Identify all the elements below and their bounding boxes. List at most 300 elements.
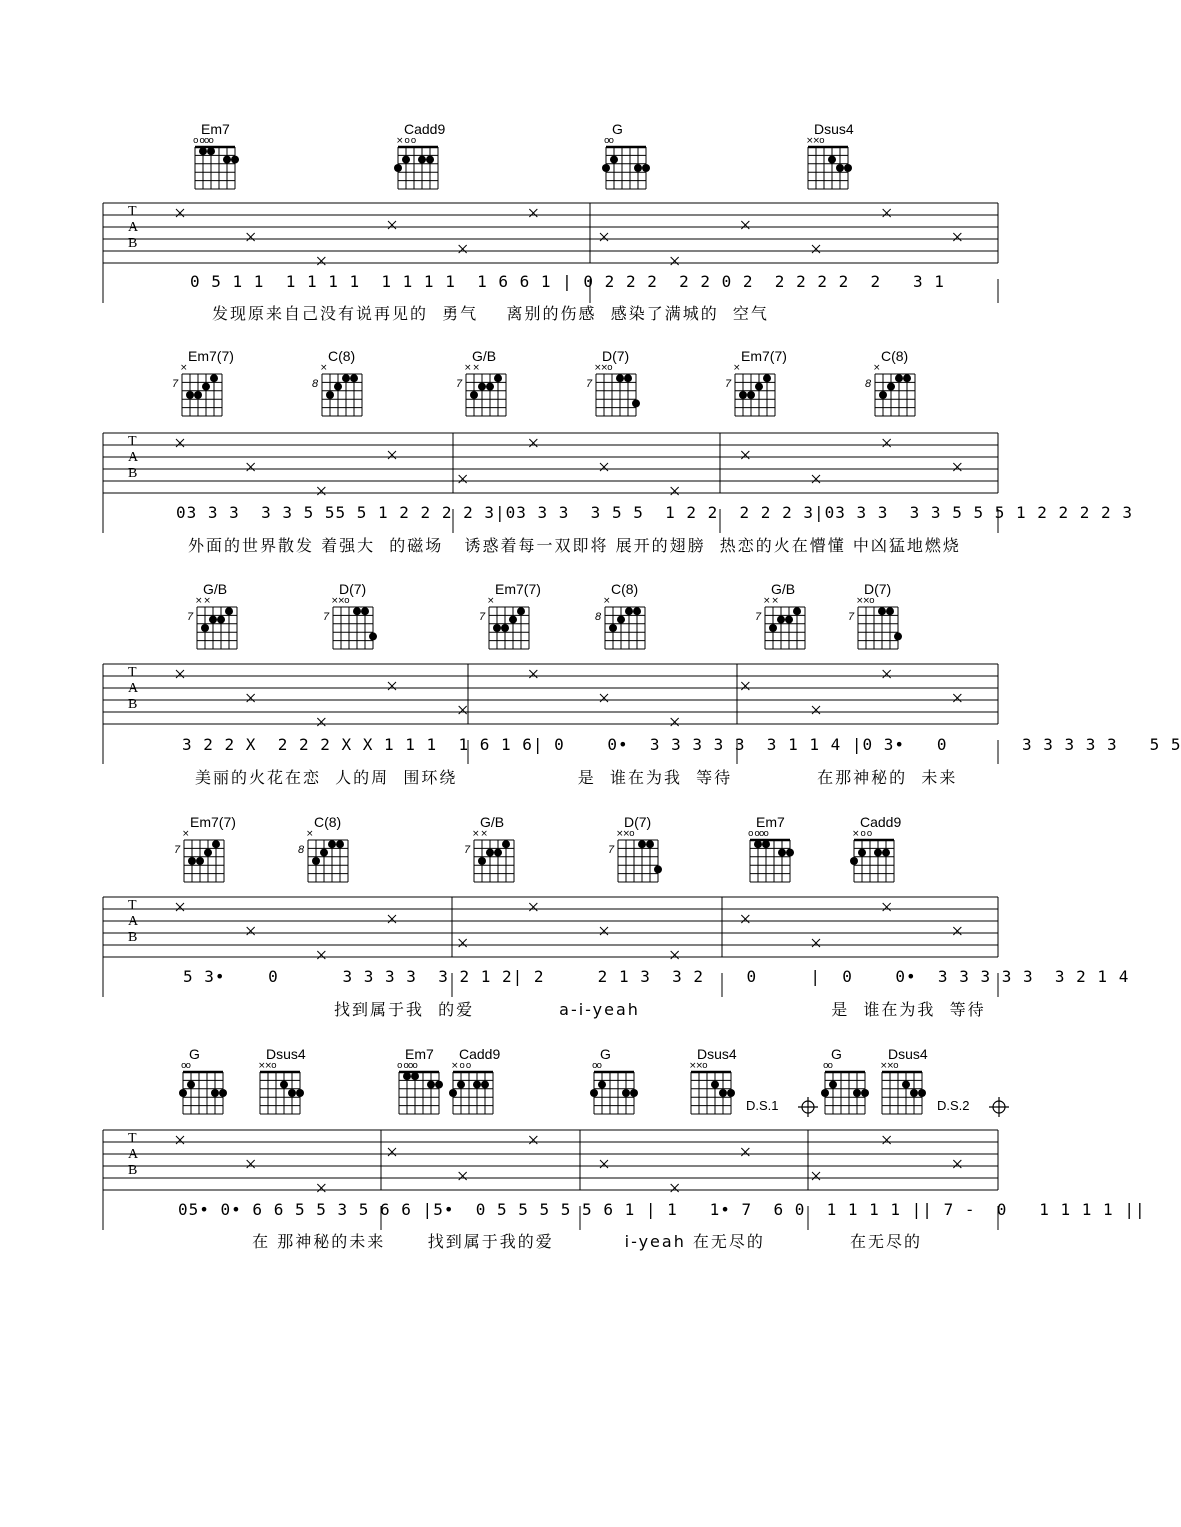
open-string-marks: × <box>487 596 494 606</box>
fret-number: 8 <box>298 844 305 856</box>
finger-dot <box>762 840 770 848</box>
finger-dot <box>296 1089 304 1097</box>
finger-dot <box>494 849 502 857</box>
finger-dot <box>874 849 882 857</box>
numbered-notation: 5 3• 0 3 3 3 3 3 2 1 2| 2 2 1 3 3 2 0 | 0 0• 3 3 3 3 3 3 2 1 4 <box>183 967 1130 986</box>
finger-dot <box>918 1089 926 1097</box>
tab-note-mark <box>529 439 537 447</box>
finger-dot <box>829 1081 837 1089</box>
finger-dot <box>502 840 510 848</box>
fret-number: 7 <box>479 611 486 623</box>
chord-name: C(8) <box>611 581 639 597</box>
open-string-marks: × × <box>763 596 778 606</box>
tab-clef-letter: A <box>128 450 139 465</box>
fret-number: 8 <box>865 378 872 390</box>
tab-note-mark <box>741 221 749 229</box>
tab-note-mark <box>671 487 679 495</box>
finger-dot <box>353 607 361 615</box>
chord-name: G/B <box>203 581 228 597</box>
tab-note-mark <box>953 694 961 702</box>
tab-clef-letter: T <box>128 898 137 913</box>
open-string-marks: × <box>603 596 610 606</box>
numbered-notation: 3 2 2 X 2 2 2 X X 1 1 1 1 6 1 6| 0 0• 3 3 3 3 3 3 1 1 4 |0 3• 0 3 3 3 3 3 5 5 <box>182 735 1181 754</box>
finger-dot <box>642 164 650 172</box>
open-string-marks: oo <box>181 1061 191 1071</box>
open-string-marks: × × <box>472 829 487 839</box>
chord-name: Dsus4 <box>266 1046 306 1062</box>
coda-icon <box>989 1097 1009 1117</box>
chord-name: Cadd9 <box>459 1046 501 1062</box>
finger-dot <box>403 1072 411 1080</box>
chord-grid <box>399 1072 443 1114</box>
finger-dot <box>879 391 887 399</box>
tab-note-mark <box>671 257 679 265</box>
finger-dot <box>350 374 358 382</box>
chord-name: Dsus4 <box>814 121 854 137</box>
chord-grid <box>765 607 805 649</box>
chord-grid <box>858 607 902 649</box>
finger-dot <box>850 857 858 865</box>
chord-name: Cadd9 <box>404 121 446 137</box>
finger-dot <box>199 147 207 155</box>
finger-dot <box>194 391 202 399</box>
finger-dot <box>836 164 844 172</box>
open-string-marks: ××o <box>616 829 634 839</box>
finger-dot <box>478 857 486 865</box>
tab-note-mark <box>247 927 255 935</box>
tab-note-mark <box>459 939 467 947</box>
finger-dot <box>435 1081 443 1089</box>
tab-note-mark <box>812 245 820 253</box>
finger-dot <box>328 840 336 848</box>
finger-dot <box>211 1089 219 1097</box>
chord-name: Dsus4 <box>697 1046 737 1062</box>
chord-name: Em7(7) <box>188 348 234 364</box>
lyrics-line: 在 那神秘的未来 找到属于我的爱 i-yeah 在无尽的 在无尽的 <box>238 1232 922 1251</box>
tab-note-mark <box>812 706 820 714</box>
open-string-marks: ××o <box>856 596 874 606</box>
finger-dot <box>426 156 434 164</box>
open-string-marks: × × <box>464 363 479 373</box>
finger-dot <box>609 624 617 632</box>
tab-note-mark <box>176 1136 184 1144</box>
chord-name: G/B <box>771 581 796 597</box>
finger-dot <box>739 391 747 399</box>
tab-clef-letter: T <box>128 204 137 219</box>
finger-dot <box>188 857 196 865</box>
tab-note-mark <box>317 257 325 265</box>
fret-number: 8 <box>595 611 602 623</box>
finger-dot <box>763 374 771 382</box>
chord-grid <box>308 840 348 882</box>
tab-note-mark <box>883 439 891 447</box>
finger-dot <box>598 1081 606 1089</box>
chord-grid <box>605 607 645 649</box>
finger-dot <box>457 1081 465 1089</box>
tab-note-mark <box>247 463 255 471</box>
finger-dot <box>493 624 501 632</box>
tab-note-mark <box>953 1160 961 1168</box>
tab-clef-letter: A <box>128 914 139 929</box>
finger-dot <box>312 857 320 865</box>
finger-dot <box>210 374 218 382</box>
chord-name: G <box>600 1046 611 1062</box>
chord-grid <box>808 147 852 189</box>
finger-dot <box>223 156 231 164</box>
tab-note-mark <box>883 209 891 217</box>
finger-dot <box>427 1081 435 1089</box>
chord-name: Cadd9 <box>860 814 902 830</box>
finger-dot <box>201 624 209 632</box>
finger-dot <box>625 607 633 615</box>
open-string-marks: × <box>873 363 880 373</box>
finger-dot <box>231 156 239 164</box>
chord-name: D(7) <box>339 581 367 597</box>
chord-name: Em7(7) <box>495 581 541 597</box>
chord-grid <box>850 840 894 882</box>
finger-dot <box>225 607 233 615</box>
chord-name: G <box>831 1046 842 1062</box>
fret-number: 7 <box>725 378 732 390</box>
chord-grid <box>590 1072 638 1114</box>
tab-note-mark <box>953 233 961 241</box>
fret-number: 7 <box>464 844 471 856</box>
dal-segno-mark: D.S.1 <box>746 1098 779 1113</box>
open-string-marks: × o o <box>852 829 872 839</box>
open-string-marks: × o o <box>451 1061 471 1071</box>
open-string-marks: × <box>180 363 187 373</box>
tab-note-mark <box>247 233 255 241</box>
finger-dot <box>326 391 334 399</box>
lyrics-line: 发现原来自己没有说再见的 勇气 离别的伤感 感染了满城的 空气 <box>212 304 769 323</box>
finger-dot <box>747 391 755 399</box>
finger-dot <box>204 849 212 857</box>
chord-grid <box>260 1072 304 1114</box>
tab-clef-letter: B <box>128 697 138 712</box>
tab-note-mark <box>388 451 396 459</box>
chord-grid <box>602 147 650 189</box>
tab-note-mark <box>459 475 467 483</box>
finger-dot <box>509 616 517 624</box>
chord-grid <box>596 374 640 416</box>
tab-note-mark <box>176 439 184 447</box>
finger-dot <box>517 607 525 615</box>
finger-dot <box>486 383 494 391</box>
fret-number: 7 <box>608 844 615 856</box>
tab-note-mark <box>812 475 820 483</box>
finger-dot <box>486 849 494 857</box>
finger-dot <box>632 399 640 407</box>
finger-dot <box>217 616 225 624</box>
chord-name: Em7(7) <box>741 348 787 364</box>
chord-name: Dsus4 <box>888 1046 928 1062</box>
chord-name: G/B <box>472 348 497 364</box>
finger-dot <box>610 156 618 164</box>
tab-note-mark <box>388 682 396 690</box>
finger-dot <box>602 164 610 172</box>
chord-grid <box>333 607 377 649</box>
open-string-marks: ××o <box>689 1061 707 1071</box>
fret-number: 7 <box>755 611 762 623</box>
finger-dot <box>342 374 350 382</box>
finger-dot <box>638 840 646 848</box>
coda-icon <box>798 1097 818 1117</box>
tab-note-mark <box>247 1160 255 1168</box>
finger-dot <box>634 164 642 172</box>
chord-name: C(8) <box>881 348 909 364</box>
finger-dot <box>719 1089 727 1097</box>
chord-name: Em7 <box>756 814 785 830</box>
tab-clef-letter: T <box>128 1131 137 1146</box>
tab-note-mark <box>741 915 749 923</box>
finger-dot <box>858 849 866 857</box>
finger-dot <box>878 607 886 615</box>
tab-clef-letter: B <box>128 466 138 481</box>
tab-note-mark <box>671 718 679 726</box>
finger-dot <box>187 1081 195 1089</box>
tab-note-mark <box>388 915 396 923</box>
chord-grid <box>466 374 506 416</box>
chord-grid <box>489 607 529 649</box>
chord-grid <box>182 374 222 416</box>
chord-grid <box>691 1072 735 1114</box>
finger-dot <box>910 1089 918 1097</box>
tab-note-mark <box>529 1136 537 1144</box>
chord-grid <box>179 1072 227 1114</box>
finger-dot <box>186 391 194 399</box>
tab-note-mark <box>741 1148 749 1156</box>
lyrics-line: 找到属于我 的爱 a-i-yeah 是 谁在为我 等待 <box>256 1000 986 1019</box>
finger-dot <box>320 849 328 857</box>
finger-dot <box>411 1072 419 1080</box>
chord-name: G/B <box>480 814 505 830</box>
tab-note-mark <box>529 209 537 217</box>
open-string-marks: × <box>733 363 740 373</box>
finger-dot <box>711 1081 719 1089</box>
finger-dot <box>894 632 902 640</box>
chord-grid <box>618 840 662 882</box>
finger-dot <box>861 1089 869 1097</box>
tab-note-mark <box>671 1184 679 1192</box>
finger-dot <box>778 849 786 857</box>
tab-clef-letter: A <box>128 681 139 696</box>
chord-grid <box>449 1072 493 1114</box>
open-string-marks: ××o <box>331 596 349 606</box>
chord-name: C(8) <box>328 348 356 364</box>
tab-clef-letter: T <box>128 434 137 449</box>
finger-dot <box>481 1081 489 1089</box>
fret-number: 7 <box>323 611 330 623</box>
tab-note-mark <box>459 245 467 253</box>
finger-dot <box>212 840 220 848</box>
tab-note-mark <box>600 463 608 471</box>
tab-note-mark <box>812 1172 820 1180</box>
tab-note-mark <box>600 233 608 241</box>
open-string-marks: ××o <box>258 1061 276 1071</box>
numbered-notation: 03 3 3 3 3 5 55 5 1 2 2 2 2 3|03 3 3 3 5 5 1 2 2 2 2 2 3|03 3 3 3 3 5 5 5 1 2 2 2 2 3 <box>176 503 1133 522</box>
tab-clef-letter: T <box>128 665 137 680</box>
tab-clef-letter: B <box>128 1163 138 1178</box>
chord-name: D(7) <box>624 814 652 830</box>
chord-name: D(7) <box>864 581 892 597</box>
finger-dot <box>646 840 654 848</box>
tab-clef-letter: A <box>128 220 139 235</box>
finger-dot <box>754 840 762 848</box>
tab-note-mark <box>600 694 608 702</box>
finger-dot <box>494 374 502 382</box>
fret-number: 7 <box>586 378 593 390</box>
finger-dot <box>394 164 402 172</box>
finger-dot <box>616 374 624 382</box>
chord-grid <box>474 840 514 882</box>
finger-dot <box>622 1089 630 1097</box>
tab-note-mark <box>812 939 820 947</box>
finger-dot <box>902 1081 910 1089</box>
chord-grid <box>197 607 237 649</box>
chord-grid <box>184 840 224 882</box>
finger-dot <box>887 383 895 391</box>
tab-note-mark <box>529 670 537 678</box>
chord-grid <box>882 1072 926 1114</box>
chord-name: Em7(7) <box>190 814 236 830</box>
open-string-marks: oo <box>592 1061 602 1071</box>
tab-note-mark <box>459 1172 467 1180</box>
finger-dot <box>769 624 777 632</box>
lyrics-line: 外面的世界散发 着强大 的磁场 诱惑着每一双即将 展开的翅膀 热恋的火在懵懂 中凶猛地燃烧 <box>188 536 961 555</box>
tab-note-mark <box>600 927 608 935</box>
finger-dot <box>853 1089 861 1097</box>
finger-dot <box>821 1089 829 1097</box>
finger-dot <box>633 607 641 615</box>
tab-note-mark <box>953 927 961 935</box>
tab-clef-letter: B <box>128 236 138 251</box>
finger-dot <box>590 1089 598 1097</box>
finger-dot <box>793 607 801 615</box>
finger-dot <box>882 849 890 857</box>
finger-dot <box>478 383 486 391</box>
finger-dot <box>624 374 632 382</box>
chord-grid <box>735 374 775 416</box>
fret-number: 8 <box>312 378 319 390</box>
tab-note-mark <box>883 1136 891 1144</box>
open-string-marks: × × <box>195 596 210 606</box>
fret-number: 7 <box>456 378 463 390</box>
open-string-marks: × o o <box>396 136 416 146</box>
fret-number: 7 <box>174 844 181 856</box>
tab-note-mark <box>176 903 184 911</box>
finger-dot <box>196 857 204 865</box>
finger-dot <box>418 156 426 164</box>
tab-note-mark <box>741 451 749 459</box>
tab-note-mark <box>529 903 537 911</box>
finger-dot <box>288 1089 296 1097</box>
tab-note-mark <box>317 487 325 495</box>
finger-dot <box>209 616 217 624</box>
dal-segno-mark: D.S.2 <box>937 1098 970 1113</box>
finger-dot <box>470 391 478 399</box>
finger-dot <box>280 1081 288 1089</box>
open-string-marks: ××o <box>594 363 612 373</box>
finger-dot <box>219 1089 227 1097</box>
lyrics-line: 美丽的火花在恋 人的周 围环绕 是 谁在为我 等待 在那神秘的 未来 <box>195 768 958 787</box>
finger-dot <box>473 1081 481 1089</box>
chord-grid <box>821 1072 869 1114</box>
open-string-marks: o ooo <box>193 136 213 146</box>
finger-dot <box>630 1089 638 1097</box>
chord-grid <box>875 374 915 416</box>
tab-note-mark <box>459 706 467 714</box>
chord-grid <box>750 840 794 882</box>
tab-note-mark <box>671 951 679 959</box>
finger-dot <box>844 164 852 172</box>
fret-number: 7 <box>172 378 179 390</box>
finger-dot <box>449 1089 457 1097</box>
tab-note-mark <box>317 718 325 726</box>
chord-grid <box>322 374 362 416</box>
chord-name: C(8) <box>314 814 342 830</box>
finger-dot <box>402 156 410 164</box>
numbered-notation: 0 5 1 1 1 1 1 1 1 1 1 1 1 6 6 1 | 0 2 2 2 2 2 0 2 2 2 2 2 2 3 1 <box>190 272 945 291</box>
open-string-marks: oo <box>604 136 614 146</box>
numbered-notation: 05• 0• 6 6 5 5 3 5 6 6 |5• 0 5 5 5 5 5 6 1 | 1 1• 7 6 0 1 1 1 1 || 7 - 0 1 1 1 1 || <box>178 1200 1146 1219</box>
open-string-marks: ××o <box>806 136 824 146</box>
finger-dot <box>361 607 369 615</box>
open-string-marks: × <box>182 829 189 839</box>
finger-dot <box>334 383 342 391</box>
open-string-marks: ××o <box>880 1061 898 1071</box>
tab-clef-letter: B <box>128 930 138 945</box>
fret-number: 7 <box>848 611 855 623</box>
chord-name: G <box>612 121 623 137</box>
finger-dot <box>886 607 894 615</box>
chord-grid <box>394 147 438 189</box>
finger-dot <box>617 616 625 624</box>
tab-note-mark <box>176 670 184 678</box>
tab-note-mark <box>388 221 396 229</box>
chord-name: G <box>189 1046 200 1062</box>
tab-note-mark <box>883 670 891 678</box>
chord-name: Em7 <box>201 121 230 137</box>
tab-note-mark <box>883 903 891 911</box>
tab-note-mark <box>317 951 325 959</box>
finger-dot <box>727 1089 735 1097</box>
open-string-marks: × <box>306 829 313 839</box>
fret-number: 7 <box>187 611 194 623</box>
tab-clef-letter: A <box>128 1147 139 1162</box>
tab-note-mark <box>317 1184 325 1192</box>
tab-note-mark <box>741 682 749 690</box>
tab-note-mark <box>176 209 184 217</box>
finger-dot <box>895 374 903 382</box>
finger-dot <box>755 383 763 391</box>
tab-note-mark <box>600 1160 608 1168</box>
open-string-marks: o ooo <box>397 1061 417 1071</box>
finger-dot <box>654 865 662 873</box>
tab-note-mark <box>247 694 255 702</box>
chord-grid <box>195 147 239 189</box>
finger-dot <box>903 374 911 382</box>
finger-dot <box>207 147 215 155</box>
finger-dot <box>828 156 836 164</box>
chord-name: Em7 <box>405 1046 434 1062</box>
finger-dot <box>202 383 210 391</box>
open-string-marks: o ooo <box>748 829 768 839</box>
tab-note-mark <box>953 463 961 471</box>
finger-dot <box>336 840 344 848</box>
finger-dot <box>369 632 377 640</box>
tab-note-mark <box>388 1148 396 1156</box>
finger-dot <box>786 849 794 857</box>
